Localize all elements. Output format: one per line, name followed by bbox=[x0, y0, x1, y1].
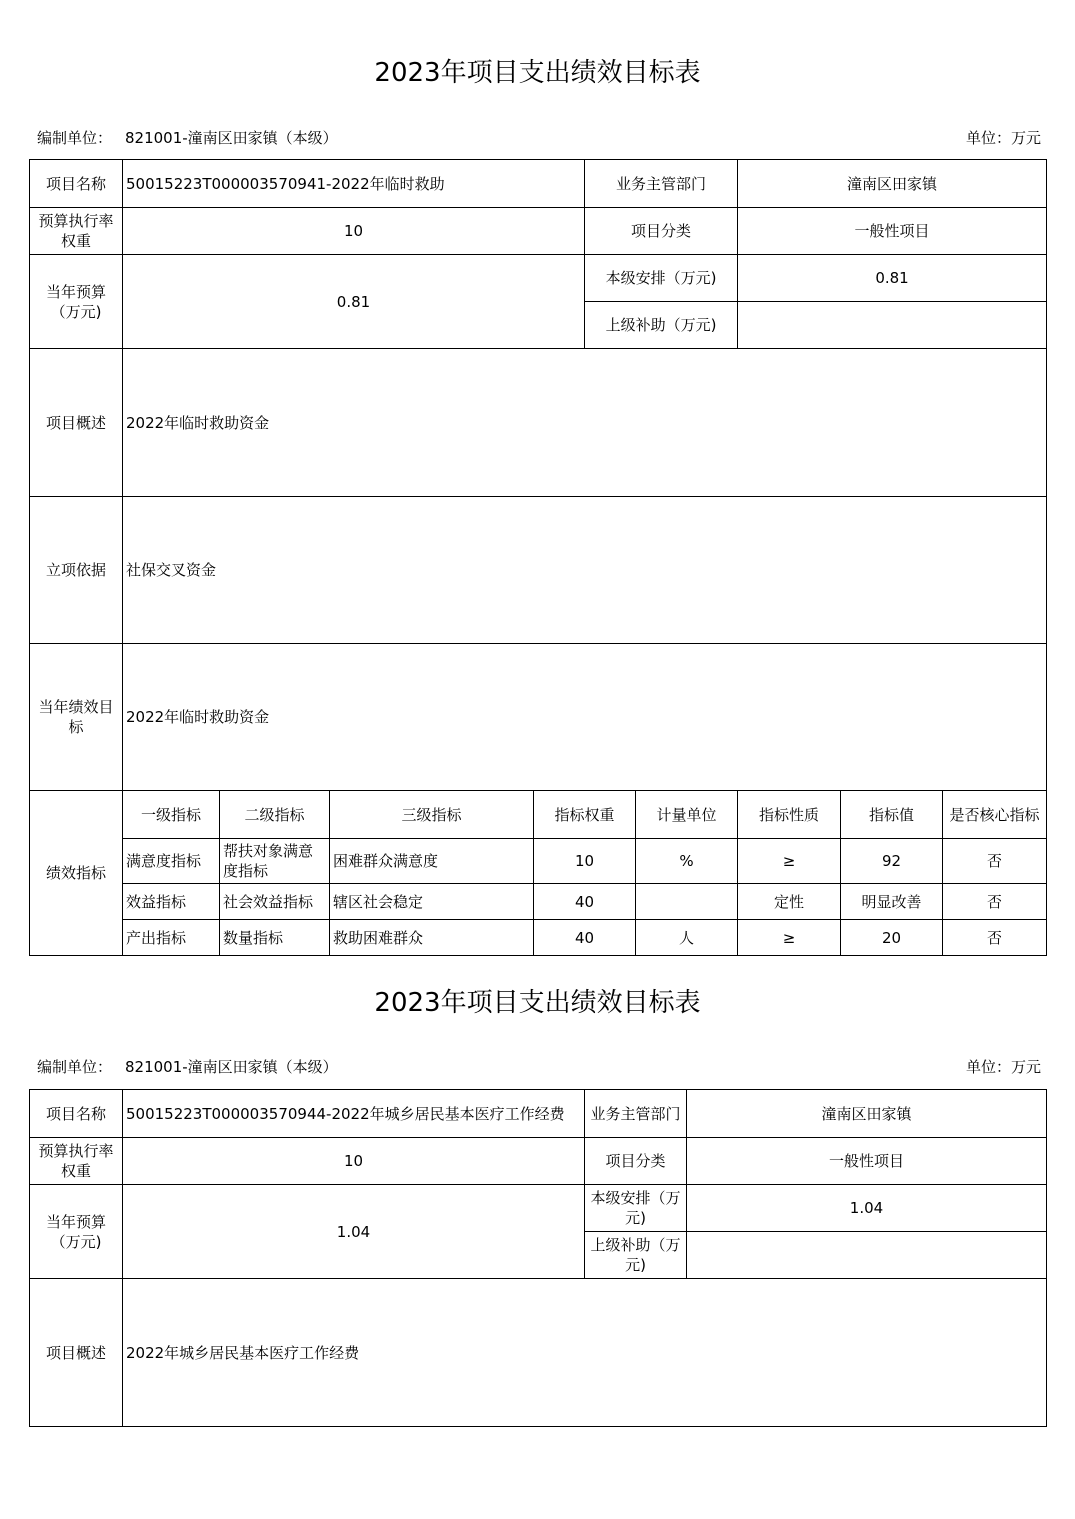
upper-label: 上级补助（万元) bbox=[585, 1232, 687, 1279]
cell-nature: ≥ bbox=[738, 920, 841, 956]
header-level1: 一级指标 bbox=[123, 791, 220, 839]
table-row bbox=[30, 1138, 1047, 1185]
cell-level2: 数量指标 bbox=[220, 920, 330, 956]
cell-level2: 帮扶对象满意度指标 bbox=[220, 839, 330, 884]
header-value: 指标值 bbox=[841, 791, 943, 839]
header-unit: 计量单位 bbox=[636, 791, 738, 839]
category-label: 项目分类 bbox=[585, 208, 738, 255]
local-label: 本级安排（万元) bbox=[585, 255, 738, 302]
currency-unit: 单位：万元 bbox=[965, 129, 1041, 147]
dept-value: 潼南区田家镇 bbox=[687, 1090, 1047, 1138]
cell-level3: 救助困难群众 bbox=[330, 920, 534, 956]
header-nature: 指标性质 bbox=[738, 791, 841, 839]
project-name-value: 50015223T000003570944-2022年城乡居民基本医疗工作经费 bbox=[123, 1090, 585, 1138]
cell-level2: 社会效益指标 bbox=[220, 884, 330, 920]
upper-label: 上级补助（万元) bbox=[585, 302, 738, 349]
local-value: 0.81 bbox=[738, 255, 1047, 302]
table-row bbox=[30, 497, 1047, 644]
cell-level3: 困难群众满意度 bbox=[330, 839, 534, 884]
table-row bbox=[30, 208, 1047, 255]
cell-unit: 人 bbox=[636, 920, 738, 956]
table-row bbox=[30, 839, 1047, 884]
goal-value: 2022年临时救助资金 bbox=[123, 644, 1047, 791]
cell-weight: 10 bbox=[534, 839, 636, 884]
dept-label: 业务主管部门 bbox=[585, 160, 738, 208]
table-row bbox=[30, 160, 1047, 208]
category-value: 一般性项目 bbox=[738, 208, 1047, 255]
header-weight: 指标权重 bbox=[534, 791, 636, 839]
budget-value: 0.81 bbox=[123, 255, 585, 349]
cell-core: 否 bbox=[943, 839, 1047, 884]
table-row bbox=[30, 255, 1047, 302]
table-row bbox=[30, 644, 1047, 791]
basis-label: 立项依据 bbox=[30, 497, 123, 644]
exec-rate-label: 预算执行率权重 bbox=[30, 208, 123, 255]
cell-level1: 产出指标 bbox=[123, 920, 220, 956]
overview-value: 2022年城乡居民基本医疗工作经费 bbox=[123, 1279, 1047, 1427]
table-row bbox=[30, 349, 1047, 497]
header-level3: 三级指标 bbox=[330, 791, 534, 839]
budget-label: 当年预算（万元) bbox=[30, 255, 123, 349]
table-row bbox=[30, 1279, 1047, 1427]
cell-core: 否 bbox=[943, 920, 1047, 956]
cell-level3: 辖区社会稳定 bbox=[330, 884, 534, 920]
budget-label: 当年预算（万元) bbox=[30, 1185, 123, 1279]
project-name-label: 项目名称 bbox=[30, 1090, 123, 1138]
page-title: 2023年项目支出绩效目标表 bbox=[374, 58, 701, 88]
cell-value: 92 bbox=[841, 839, 943, 884]
exec-rate-label: 预算执行率权重 bbox=[30, 1138, 123, 1185]
cell-unit: % bbox=[636, 839, 738, 884]
unit-value: 821001-潼南区田家镇（本级） bbox=[125, 129, 338, 147]
project-name-value: 50015223T000003570941-2022年临时救助 bbox=[123, 160, 585, 208]
cell-weight: 40 bbox=[534, 920, 636, 956]
cell-unit bbox=[636, 884, 738, 920]
goal-label: 当年绩效目标 bbox=[30, 644, 123, 791]
header-level2: 二级指标 bbox=[220, 791, 330, 839]
exec-rate-value: 10 bbox=[123, 1138, 585, 1185]
indicator-header-row bbox=[30, 791, 1047, 839]
project-name-label: 项目名称 bbox=[30, 160, 123, 208]
unit-value: 821001-潼南区田家镇（本级） bbox=[125, 1058, 338, 1076]
budget-value: 1.04 bbox=[123, 1185, 585, 1279]
table-row bbox=[30, 920, 1047, 956]
local-label: 本级安排（万元) bbox=[585, 1185, 687, 1232]
local-value: 1.04 bbox=[687, 1185, 1047, 1232]
overview-label: 项目概述 bbox=[30, 349, 123, 497]
cell-level1: 满意度指标 bbox=[123, 839, 220, 884]
cell-nature: ≥ bbox=[738, 839, 841, 884]
page-title: 2023年项目支出绩效目标表 bbox=[374, 988, 701, 1018]
dept-label: 业务主管部门 bbox=[585, 1090, 687, 1138]
dept-value: 潼南区田家镇 bbox=[738, 160, 1047, 208]
cell-level1: 效益指标 bbox=[123, 884, 220, 920]
category-label: 项目分类 bbox=[585, 1138, 687, 1185]
overview-value: 2022年临时救助资金 bbox=[123, 349, 1047, 497]
basis-value: 社保交叉资金 bbox=[123, 497, 1047, 644]
table-row bbox=[30, 884, 1047, 920]
cell-weight: 40 bbox=[534, 884, 636, 920]
upper-value bbox=[687, 1232, 1047, 1279]
overview-label: 项目概述 bbox=[30, 1279, 123, 1427]
cell-value: 20 bbox=[841, 920, 943, 956]
currency-unit: 单位：万元 bbox=[965, 1058, 1041, 1076]
indicators-label: 绩效指标 bbox=[30, 791, 123, 956]
cell-core: 否 bbox=[943, 884, 1047, 920]
table-row bbox=[30, 1185, 1047, 1232]
table-row bbox=[30, 1090, 1047, 1138]
header-core: 是否核心指标 bbox=[943, 791, 1047, 839]
cell-nature: 定性 bbox=[738, 884, 841, 920]
performance-table bbox=[29, 159, 1047, 956]
exec-rate-value: 10 bbox=[123, 208, 585, 255]
performance-table bbox=[29, 1089, 1047, 1427]
category-value: 一般性项目 bbox=[687, 1138, 1047, 1185]
cell-value: 明显改善 bbox=[841, 884, 943, 920]
unit-label: 编制单位： bbox=[37, 1058, 113, 1076]
unit-label: 编制单位： bbox=[37, 129, 113, 147]
upper-value bbox=[738, 302, 1047, 349]
